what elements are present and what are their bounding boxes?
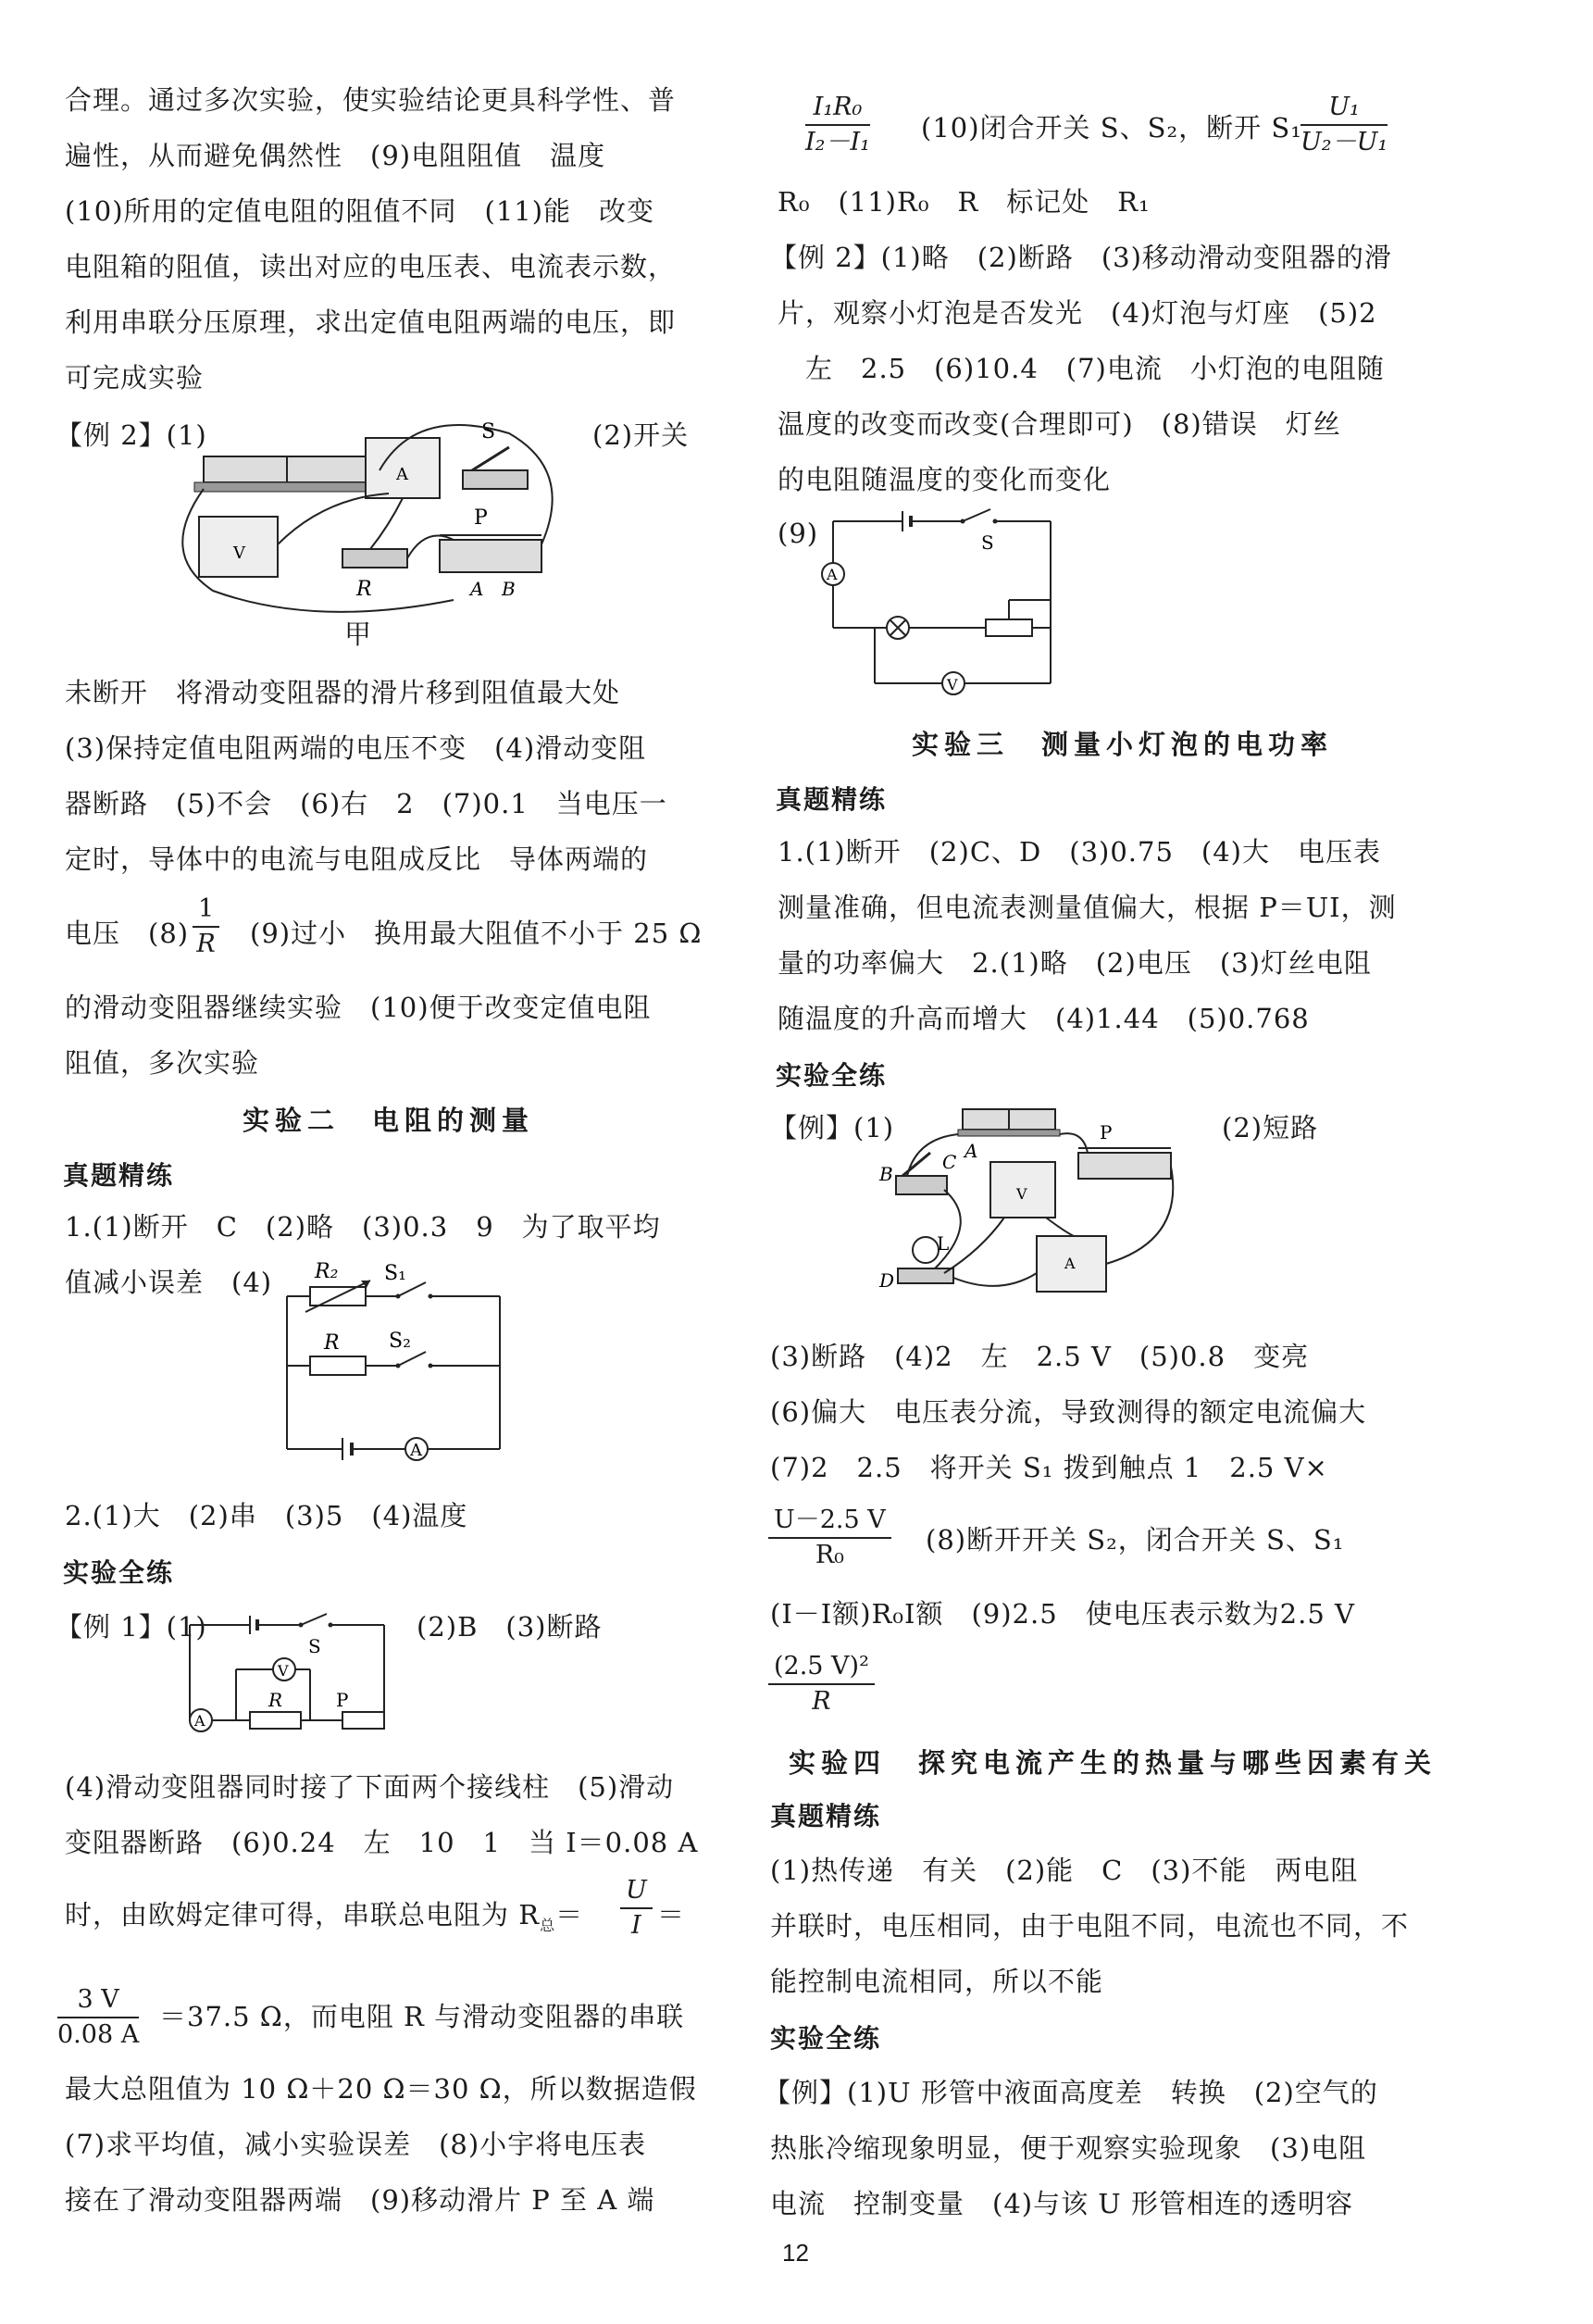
text-line: (I－I额)R₀I额 (9)2.5 使电压表示数为2.5 V [770,1598,1355,1630]
svg-text:A: A [194,1712,205,1730]
resistor-icon [342,549,407,601]
answer-text: (2)B (3)断路 [417,1611,603,1643]
text-line: 量的功率偏大 2.(1)略 (2)电压 (3)灯丝电阻 [778,947,1372,979]
example-label: 【例】(1) [770,1112,895,1143]
svg-text:A: A [965,1140,978,1162]
text-line: 接在了滑动变阻器两端 (9)移动滑片 P 至 A 端 [65,2184,655,2216]
svg-text:R₂: R₂ [315,1260,339,1283]
text-line: 可完成实验 [65,362,205,394]
fraction: $\frac{U-2.5 V}{\text{R₀}}$ [768,1504,891,1572]
text-line: (10)闭合开关 S、S₂，断开 S₁ [921,112,1302,144]
text-line: 【例 2】(1)略 (2)断路 (3)移动滑动变阻器的滑 [770,242,1392,273]
page-number: 12 [782,2239,809,2267]
svg-text:V: V [233,544,245,563]
fraction: $\frac{\text{I₁R₀}}{\text{I₂－I₁}}$ [805,93,870,156]
section-title: 实验二 电阻的测量 [243,1105,535,1136]
battery-icon [958,1109,1060,1162]
svg-text:A: A [410,1441,422,1460]
text-line: 定时，导体中的电流与电阻成反比 导体两端的 [65,843,649,875]
rheostat-icon [1078,1121,1171,1179]
circuit-schematic-2 [278,1260,509,1468]
text-line: 的电阻随温度的变化而变化 [778,464,1112,495]
battery-icon [194,456,380,492]
svg-text:B: B [502,578,516,600]
text-line: 2.(1)大 (2)串 (3)5 (4)温度 [65,1500,468,1531]
switch-icon [398,1352,426,1366]
text-line: 电压 (8) [65,918,190,949]
text-line: 1.(1)断开 C (2)略 (3)0.3 9 为了取平均 [65,1211,661,1243]
subsection-heading: 实验全练 [63,1557,175,1588]
example-label: 【例 1】(1) [56,1611,207,1643]
subsection-heading: 真题精练 [63,1160,175,1191]
answer-text: (2)开关 [592,419,690,451]
svg-text:A: A [1064,1255,1076,1272]
subsection-heading: 真题精练 [776,784,888,815]
svg-text:V: V [278,1662,289,1680]
svg-text:A: A [470,578,484,600]
svg-text:S: S [308,1635,321,1657]
text-line: 并联时，电压相同，由于电阻不同，电流也不同，不 [770,1910,1410,1942]
text-line: (4)滑动变阻器同时接了下面两个接线柱 (5)滑动 [65,1771,675,1803]
rheostat-icon [440,506,541,600]
ammeter-icon [1037,1236,1106,1292]
switch-icon [301,1614,327,1625]
text-line: 【例】(1)U 形管中液面高度差 转换 (2)空气的 [764,2077,1378,2108]
fraction: $\frac{\text{U₁}}{\text{U₂－U₁}}$ [1301,93,1388,156]
text-line: 的滑动变阻器继续实验 (10)便于改变定值电阻 [65,992,652,1023]
text-line: 合理。通过多次实验，使实验结论更具科学性、普 [65,84,677,116]
svg-text:A: A [827,566,838,583]
text-line: (8)断开开关 S₂，闭合开关 S、S₁ [926,1524,1345,1556]
svg-text:L: L [937,1232,950,1255]
text-fragment: 时，由欧姆定律可得，串联总电阻为 R [65,1899,541,1930]
text-line: (3)保持定值电阻两端的电压不变 (4)滑动变阻 [65,732,647,764]
resistor-icon [310,1356,366,1375]
text-line: 左 2.5 (6)10.4 (7)电流 小灯泡的电阻随 [805,353,1385,384]
fraction: $\frac{\text{(2.5 V)²}}{R}$ [768,1650,875,1718]
text-line: 利用串联分压原理，求出定值电阻两端的电压，即 [65,306,677,338]
switch-icon [878,1151,956,1194]
switch-icon [963,509,990,521]
text-line: 器断路 (5)不会 (6)右 2 (7)0.1 当电压一 [65,788,667,819]
text-line: (7)2 2.5 将开关 S₁ 拨到触点 1 2.5 V× [770,1452,1328,1483]
text-line: 值减小误差 (4) [65,1267,273,1298]
text-line: 未断开 将滑动变阻器的滑片移到阻值最大处 [65,677,621,708]
equals-sign: ＝ [555,1899,584,1930]
text-line: (3)断路 (4)2 左 2.5 V (5)0.8 变亮 [770,1341,1310,1372]
text-line: 电流 控制变量 (4)与该 U 形管相连的透明容 [770,2188,1353,2219]
text-line: ＝37.5 Ω，而电阻 R 与滑动变阻器的串联 [159,2001,685,2032]
ammeter-icon [366,438,440,498]
circuit-schematic-4 [815,507,1064,693]
text-line: 随温度的升高而增大 (4)1.44 (5)0.768 [778,1003,1310,1034]
section-title: 实验三 测量小灯泡的电功率 [912,729,1334,760]
text-line [65,1896,583,1944]
text-line: 热胀冷缩现象明显，便于观察实验现象 (3)电阻 [770,2132,1367,2164]
fraction: $\frac{3 V}{0.08 A}$ [57,1985,140,2049]
rheostat-icon [986,619,1032,636]
text-line: R₀ (11)R₀ R 标记处 R₁ [778,186,1151,218]
subscript: 总 [540,1916,556,1934]
fraction: $\frac{1}{R}$ [193,893,219,961]
text-line: 1.(1)断开 (2)C、D (3)0.75 (4)大 电压表 [778,836,1381,868]
svg-text:S₁: S₁ [384,1262,406,1285]
svg-text:B: B [879,1163,893,1185]
text-line: 阻值，多次实验 [65,1047,260,1079]
svg-text:P: P [474,506,488,530]
svg-text:V: V [947,676,958,693]
text-line: 温度的改变而改变(合理即可) (8)错误 灯丝 [778,408,1341,440]
text-line: 能控制电流相同，所以不能 [770,1966,1104,1997]
text-line: (6)偏大 电压表分流，导致测得的额定电流偏大 [770,1396,1367,1428]
switch-icon [463,420,528,489]
text-line: 片，观察小灯泡是否发光 (4)灯泡与灯座 (5)2 [778,297,1377,329]
rheostat-icon [342,1712,384,1729]
circuit-schematic-3 [180,1614,403,1734]
svg-text:R: R [356,578,372,601]
voltmeter-icon [990,1162,1055,1218]
text-line: (1)热传递 有关 (2)能 C (3)不能 两电阻 [770,1855,1359,1886]
subsection-heading: 真题精练 [770,1801,882,1831]
text-line: 测量准确，但电流表测量值偏大，根据 P＝UI，测 [778,892,1397,923]
text-line: 遍性，从而避免偶然性 (9)电阻阻值 温度 [65,140,606,171]
svg-text:S: S [481,420,496,444]
fraction: $\frac{U}{I}$ [620,1874,653,1943]
svg-text:R: R [268,1689,283,1711]
svg-text:P: P [336,1689,349,1711]
voltmeter-icon [199,517,278,577]
example-label: 【例 2】(1) [56,419,207,451]
svg-text:R: R [324,1331,340,1355]
svg-text:S: S [981,531,994,554]
physical-circuit-diagram-1 [176,415,574,637]
figure-caption: 甲 [344,618,373,650]
text-line: (10)所用的定值电阻的阻值不同 (11)能 改变 [65,195,655,227]
text-line: 电阻箱的阻值，读出对应的电压表、电流表示数， [65,251,677,282]
svg-text:A: A [396,465,408,484]
svg-text:V: V [1016,1185,1027,1203]
svg-text:C: C [942,1151,957,1173]
equals-sign: ＝ [657,1899,686,1930]
subsection-heading: 实验全练 [776,1060,888,1091]
text-line: 最大总阻值为 10 Ω＋20 Ω＝30 Ω，所以数据造假 [65,2073,697,2105]
text-line: (9)过小 换用最大阻值不小于 25 Ω [250,918,703,949]
subsection-heading: 实验全练 [770,2023,882,2054]
svg-text:D: D [879,1269,895,1292]
svg-text:P: P [1100,1121,1113,1143]
resistor-icon [250,1712,301,1729]
text-line: (9) [778,518,819,549]
physical-circuit-diagram-5 [879,1102,1185,1310]
text-line: 变阻器断路 (6)0.24 左 10 1 当 I＝0.08 A [65,1827,699,1858]
svg-text:S₂: S₂ [389,1330,411,1353]
answer-text: (2)短路 [1222,1112,1319,1143]
section-title: 实验四 探究电流产生的热量与哪些因素有关 [789,1747,1437,1779]
text-line: (7)求平均值，减小实验误差 (8)小宇将电压表 [65,2129,647,2160]
